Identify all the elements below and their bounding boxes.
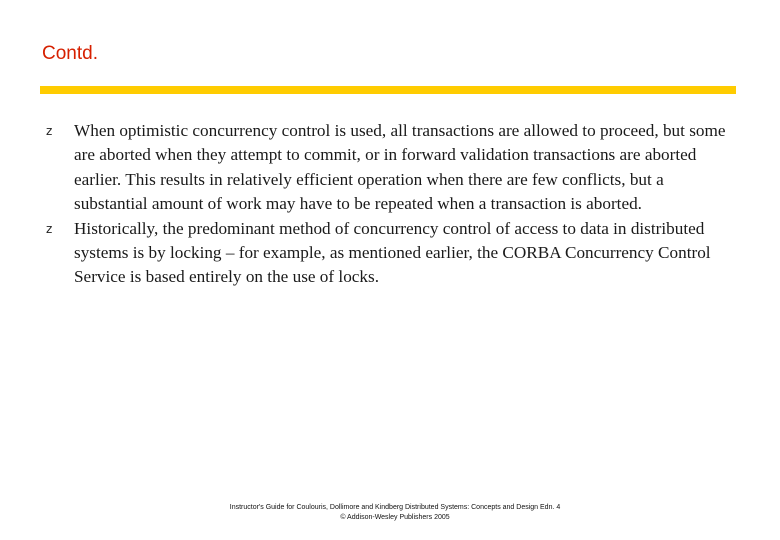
z-bullet-icon: z: [46, 124, 53, 138]
title-divider: [40, 86, 736, 94]
bullet-text: Historically, the predominant method of concurrency control of access to data in distributed systems is by locking – for example, as mentioned earlier, the CORBA Concurrency Control Service is based entirely on the use of locks.: [74, 218, 711, 287]
slide-footer: [0, 503, 780, 523]
z-bullet-icon: z: [46, 221, 53, 236]
bullet-list: [46, 119, 736, 290]
bullet-item: [46, 119, 736, 217]
footer-citation: Instructor's Guide for Coulouris, Dollimore and Kindberg Distributed Systems: Concepts and Design Edn. 4: [229, 504, 561, 511]
bullet-text: When optimistic concurrency control is used, all transactions are allowed to proceed, but some are aborted when they attempt to commit, or in forward validation transactions are aborted earlier. This results in relatively efficient operation when there are few conflicts, but a substantial amount of work may have to be repeated when a transaction is aborted.: [74, 121, 726, 214]
slide-title: Contd.: [42, 43, 98, 64]
footer-copyright: © Addison-Wesley Publishers 2005: [340, 514, 450, 521]
bullet-item: [46, 217, 736, 290]
